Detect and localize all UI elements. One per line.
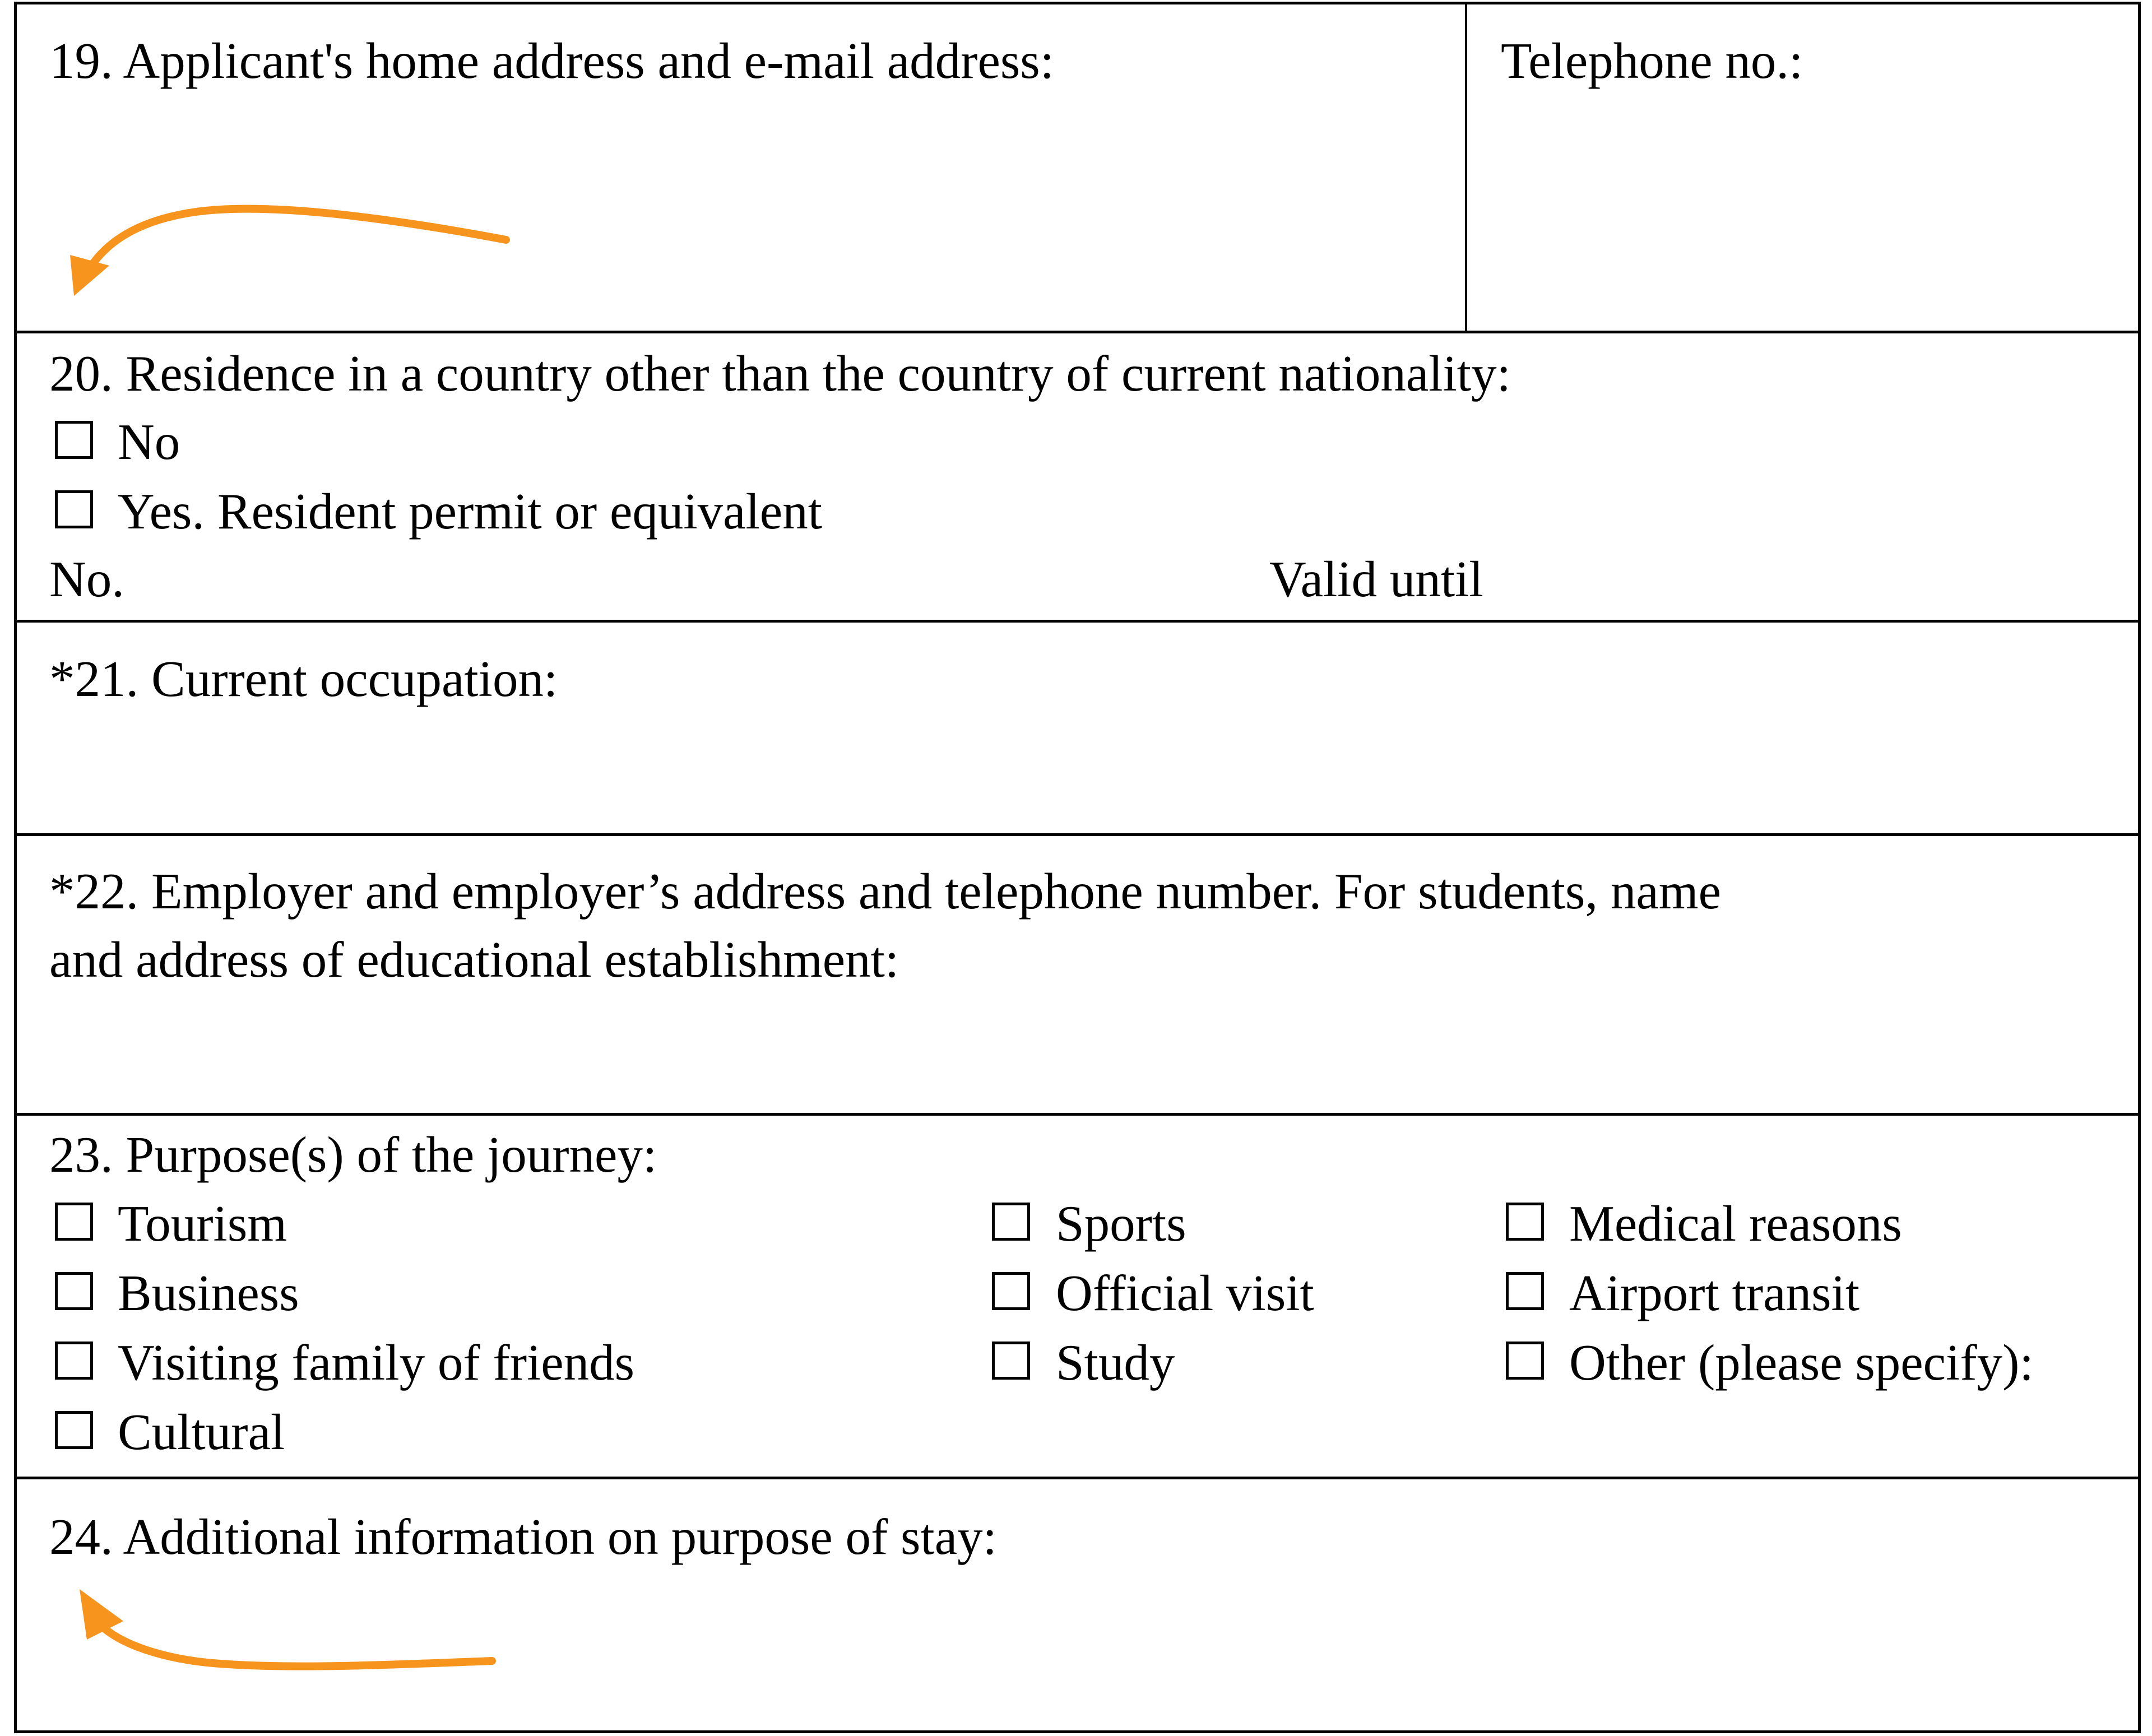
checkbox-study[interactable] [992,1342,1030,1380]
option-yes-label: Yes. Resident permit or equivalent [118,483,822,540]
option-visiting-family-label: Visiting family of friends [118,1334,635,1391]
field-22-label-line1: *22. Employer and employer’s address and telephone number. For students, name [49,863,1721,920]
field-21-label: *21. Current occupation: [49,651,558,707]
field-24-label: 24. Additional information on purpose of stay: [49,1508,997,1565]
permit-number-label: No. [49,551,124,607]
form-border-right [2138,2,2141,1733]
checkbox-sports[interactable] [992,1203,1030,1241]
option-airport-transit-label: Airport transit [1569,1265,1860,1321]
field-20-label: 20. Residence in a country other than the country of current nationality: [49,345,1511,402]
option-tourism-label: Tourism [118,1195,287,1252]
checkbox-other[interactable] [1506,1342,1544,1380]
orange-curved-arrow-icon [0,0,560,1736]
field-22-label-line2: and address of educational establishment: [49,931,899,988]
option-official-visit-label: Official visit [1056,1265,1314,1321]
divider-19-phone [1465,2,1467,332]
valid-until-label: Valid until [1269,551,1483,607]
option-sports-label: Sports [1056,1195,1186,1252]
field-19-label: 19. Applicant's home address and e-mail address: [49,33,1054,89]
option-medical-reasons-label: Medical reasons [1569,1195,1902,1252]
checkbox-official-visit[interactable] [992,1272,1030,1310]
option-no-label: No [118,414,180,470]
option-business-label: Business [118,1265,299,1321]
telephone-field[interactable] [1468,95,2135,328]
option-study-label: Study [1056,1334,1175,1391]
telephone-label: Telephone no.: [1501,33,1803,89]
checkbox-airport-transit[interactable] [1506,1272,1544,1310]
option-cultural-label: Cultural [118,1404,285,1460]
field-23-label: 23. Purpose(s) of the journey: [49,1126,657,1183]
option-other-label: Other (please specify): [1569,1334,2034,1391]
checkbox-medical-reasons[interactable] [1506,1203,1544,1241]
